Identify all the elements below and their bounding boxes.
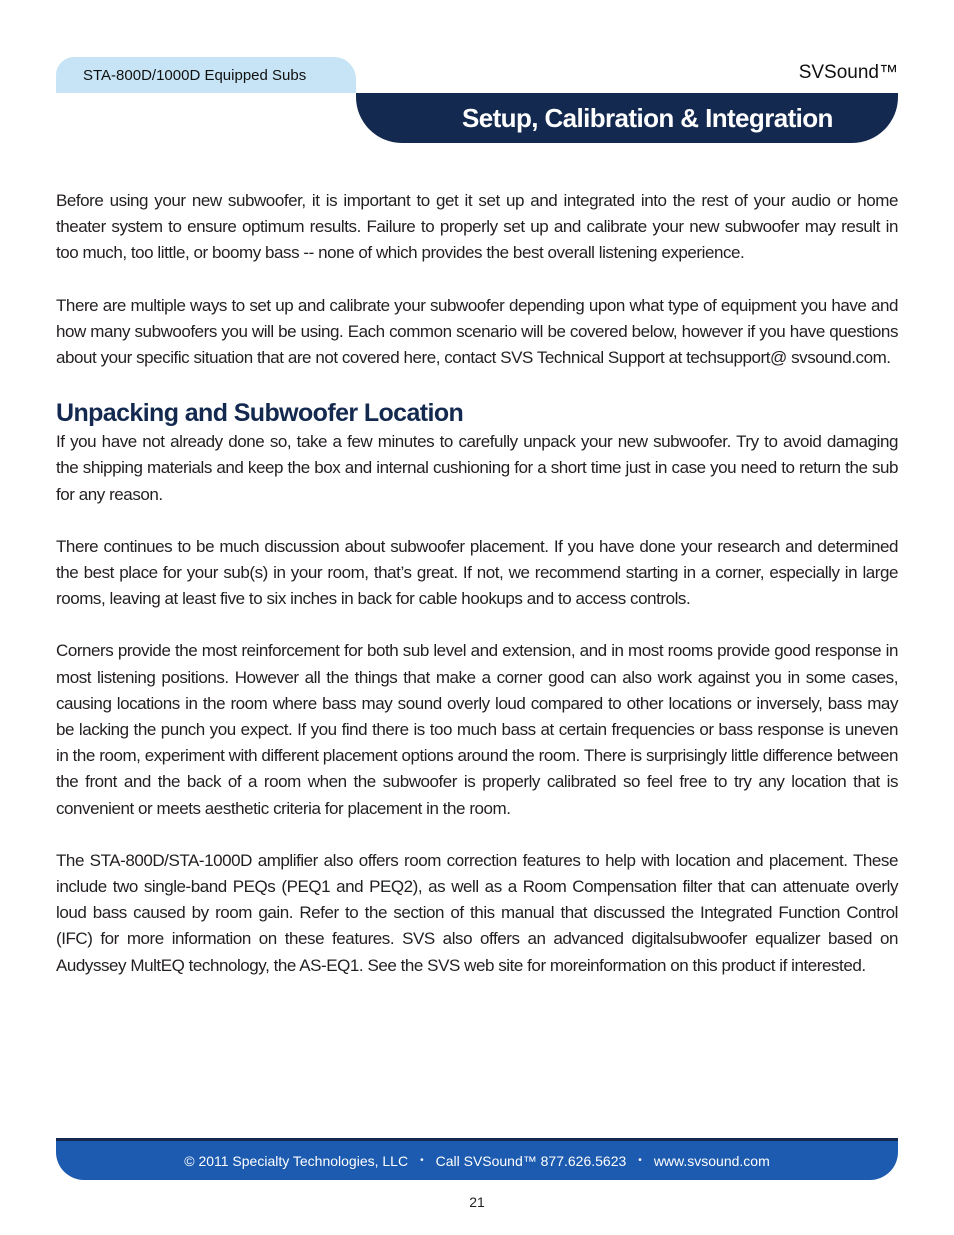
body-paragraph: If you have not already done so, take a few minutes to carefully unpack your new subwoofer. Try to avoid damaging the shipping materials and keep the box and internal cushioning for a short time just in case you need to return the sub for any reason. [56,432,898,504]
section-title-bar [356,93,898,143]
body-paragraph: Corners provide the most reinforcement for both sub level and extension, and in most rooms provide good response in most listening positions. However all the things that make a corner good can also work against you in some cases, causing locations in the room where bass may sound overly loud compared to other locations or inversely, bass may be lacking the punch you expect. If you find there is too much bass at certain frequencies or bass response is uneven in the room, experiment with different placement options around the room. There is surprisingly little difference between the front and the back of a room when the subwoofer is properly calibrated so feel free to try any location that is convenient or meets aesthetic criteria for placement in the room. [56,641,898,818]
body-paragraph: There continues to be much discussion about subwoofer placement. If you have done your research and determined the best place for your sub(s) in your room, that’s great. If not, we recommend starting in a corner, especially in large rooms, leaving at least five to six inches in back for cable hookups and to access controls. [56,536,898,609]
body-paragraph: The STA-800D/STA-1000D amplifier also offers room correction features to help with location and placement. These include two single-band PEQs (PEQ1 and PEQ2), as well as a Room Compensation filter that can attenuate overly loud bass caused by room gain. Refer to the section of this manual that discussed the Integrated Function Control (IFC) for more information on these features. SVS also offers an advanced digitalsubwoofer equalizer based on Audyssey MultEQ technology, the AS-EQ1. See the SVS web site for moreinformation on this product if interested. [56,850,898,975]
footer-copyright: © 2011 Specialty Technologies, LLC [184,1152,409,1169]
brand-name: SVSound™ [798,62,898,83]
footer-separator: • [638,1155,642,1166]
intro-paragraph: There are multiple ways to set up and calibrate your subwoofer depending upon what type of equipment you have and how many subwoofers you will be using. Each common scenario will be covered below, however if you have questions about your specific situation that are not covered here, contact SVS Technical Support at techsupport@ svsound.com. [56,295,898,368]
page-title: Setup, Calibration & Integration [462,102,833,133]
page-number: 21 [469,1194,485,1210]
footer-website[interactable]: www.svsound.com [653,1152,770,1169]
intro-paragraph: Before using your new subwoofer, it is important to get it set up and integrated into the rest of your audio or home theater system to ensure optimum results. Failure to properly set up and calibrate your new subwoofer may result in too much, too little, or boomy bass -- none of which provides the best overall listening experience. [56,191,898,263]
section-heading: Unpacking and Subwoofer Location [56,399,464,428]
page-content [56,188,898,1005]
header-tab-label: STA-800D/1000D Equipped Subs [83,66,307,84]
header-tab [56,57,356,93]
footer-phone: Call SVSound™ 877.626.5623 [435,1152,627,1169]
footer-bar [56,1138,898,1180]
footer-separator: • [420,1155,424,1166]
